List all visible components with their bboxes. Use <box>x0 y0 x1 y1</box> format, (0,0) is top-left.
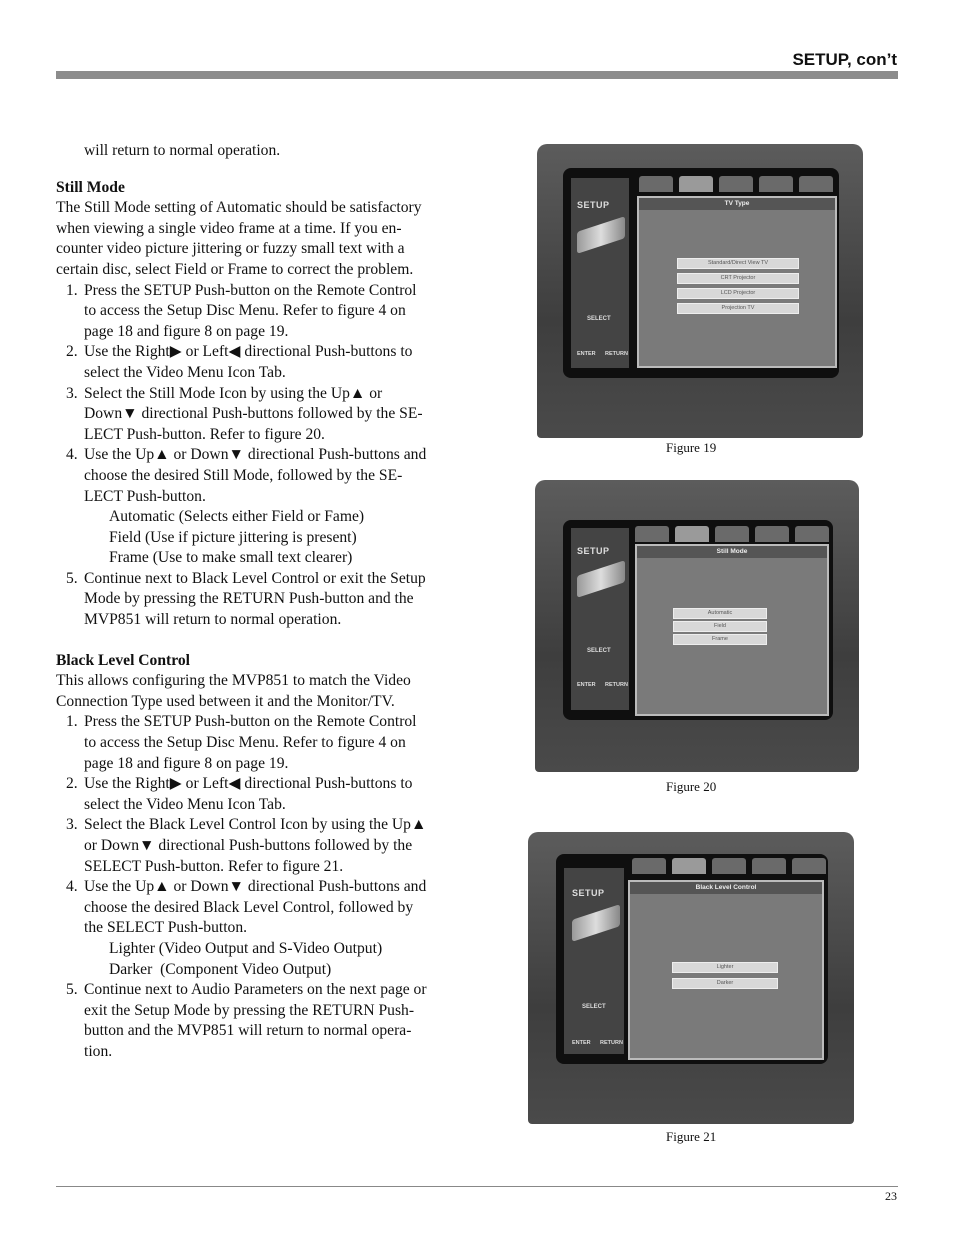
black-level-para-line: Connection Type used between it and the Monitor/TV. <box>56 692 395 710</box>
text-column <box>56 141 466 1063</box>
tv-figure-19 <box>537 144 863 438</box>
list-item: 5. Continue next to Audio Parameters on the next page or exit the Setup Mode by pressing the RETURN Push- button and the MVP851 will return to normal opera- tion. <box>66 981 427 1060</box>
menu-panel: TV Type Standard/Direct View TV CRT Projector LCD Projector Projection TV <box>637 196 837 368</box>
list-item: 2. Use the Right▶ or Left◀ directional Push-buttons to select the Video Menu Icon Tab. <box>66 775 413 813</box>
tv-figure-21 <box>528 832 854 1124</box>
page-number: 23 <box>885 1189 897 1203</box>
still-mode-para-line: counter video picture jittering or fuzzy small text with a <box>56 240 405 258</box>
still-mode-para-line: The Still Mode setting of Automatic should be satisfactory <box>56 199 422 217</box>
tv-screen: SETUP SELECT ENTER RETURN Black Level Control Lighter Darker <box>556 854 828 1064</box>
figure-caption: Figure 21 <box>666 1129 717 1144</box>
black-level-para-line: This allows configuring the MVP851 to match the Video <box>56 672 411 690</box>
tv-screen: SETUP SELECT ENTER RETURN Still Mode Automatic Field Frame <box>563 520 833 720</box>
list-item: 3. Select the Still Mode Icon by using the Up▲ or Down▼ directional Push-buttons followed by the SE- LECT Push-button. Refer to figure 20. <box>66 384 423 443</box>
tv-figure-20 <box>535 480 859 772</box>
option-line: Darker (Component Video Output) <box>109 960 332 978</box>
list-item: 4. Use the Up▲ or Down▼ directional Push-buttons and choose the desired Still Mode, followed by the SE- LECT Push-button. <box>66 446 427 505</box>
still-mode-para-line: certain disc, select Field or Frame to correct the problem. <box>56 260 414 278</box>
option-line: Frame (Use to make small text clearer) <box>109 549 353 567</box>
list-item: 4. Use the Up▲ or Down▼ directional Push-buttons and choose the desired Black Level Control, followed by the SELECT Push-button. <box>66 878 427 937</box>
still-mode-para-line: when viewing a single video frame at a time. If you en- <box>56 219 402 237</box>
menu-tabs <box>639 176 833 192</box>
list-item: 1. Press the SETUP Push-button on the Remote Control to access the Setup Disc Menu. Refer to figure 4 on page 18 and figure 8 on page 19. <box>66 281 417 340</box>
menu-panel: Black Level Control Lighter Darker <box>628 880 824 1060</box>
still-mode-steps <box>56 281 466 508</box>
black-level-step-5 <box>56 980 466 1062</box>
intro-line: will return to normal operation. <box>84 142 281 159</box>
list-item: 1. Press the SETUP Push-button on the Remote Control to access the Setup Disc Menu. Refer to figure 4 on page 18 and figure 8 on page 19. <box>66 713 417 772</box>
option-line: Field (Use if picture jittering is present) <box>109 528 357 546</box>
black-level-steps <box>56 712 466 939</box>
tv-screen: SETUP SELECT ENTER RETURN TV Type Standard/Direct View TV CRT Projector LCD Projector Projection TV <box>563 168 839 378</box>
option-line: Automatic (Selects either Field or Fame) <box>109 508 365 526</box>
black-level-heading: Black Level Control <box>56 651 190 669</box>
list-item: 2. Use the Right▶ or Left◀ directional Push-buttons to select the Video Menu Icon Tab. <box>66 343 413 381</box>
still-mode-heading: Still Mode <box>56 178 125 196</box>
figure-caption: Figure 19 <box>666 440 717 455</box>
figure-caption: Figure 20 <box>666 779 717 794</box>
menu-tabs <box>635 526 829 542</box>
page-header-title: SETUP, con’t <box>792 50 897 69</box>
menu-tabs <box>632 858 826 874</box>
list-item: 5. Continue next to Black Level Control or exit the Setup Mode by pressing the RETURN Push-button and the MVP851 will return to normal operation. <box>66 569 426 629</box>
still-mode-step-5 <box>56 569 466 631</box>
menu-panel: Still Mode Automatic Field Frame <box>635 544 829 716</box>
header-rule <box>56 71 898 79</box>
list-item: 3. Select the Black Level Control Icon by using the Up▲ or Down▼ directional Push-buttons followed by the SELECT Push-button. Refer to figure 21. <box>66 816 427 875</box>
option-line: Lighter (Video Output and S-Video Output) <box>109 939 383 957</box>
footer-rule <box>56 1186 898 1187</box>
